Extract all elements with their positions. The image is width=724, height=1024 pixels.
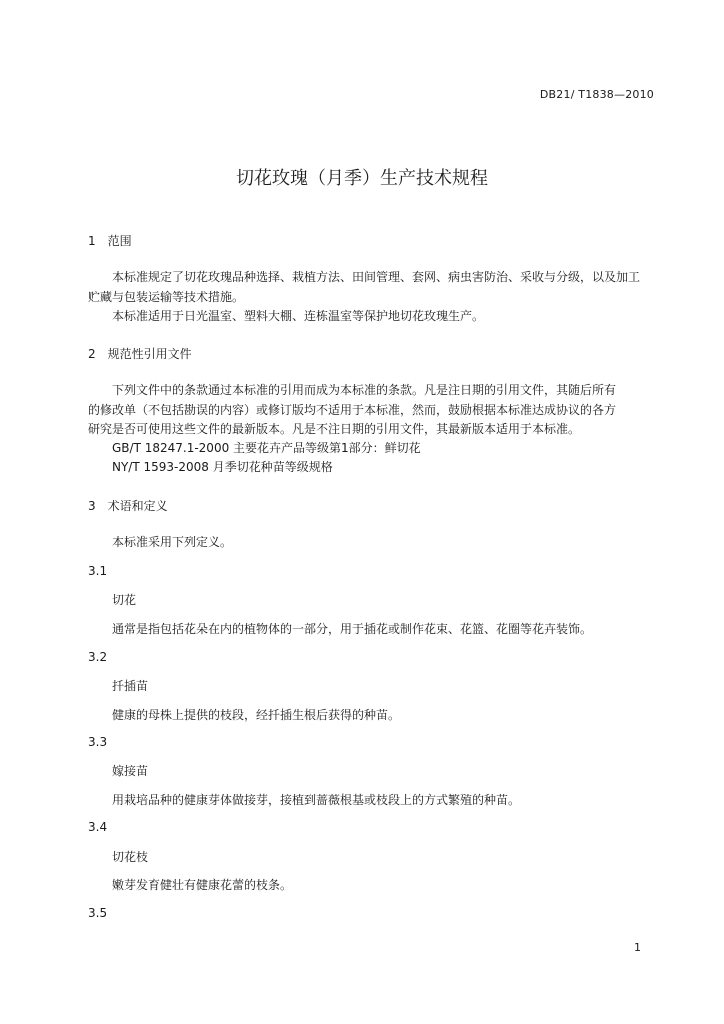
- section-2-paragraph-line-2: 的修改单（不包括勘误的内容）或修订版均不适用于本标准，然而，鼓励根据本标准达成协议的各方: [88, 403, 617, 417]
- term-name: 嫁接苗: [112, 764, 149, 778]
- term-number: 3.1: [88, 564, 108, 578]
- term-definition: 用栽培品种的健康芽体做接芽，接植到蔷薇根基或枝段上的方式繁殖的种苗。: [112, 793, 521, 807]
- section-1-heading: 1 范围: [88, 234, 132, 248]
- term-name: 切花: [112, 593, 137, 607]
- term-name: 切花枝: [112, 850, 149, 864]
- reference-item: NY/T 1593-2008 月季切花种苗等级规格: [112, 460, 333, 474]
- section-2-heading: 2 规范性引用文件: [88, 347, 192, 361]
- section-2-paragraph-line-3: 研究是否可使用这些文件的最新版本。凡是不注日期的引用文件，其最新版本适用于本标准。: [88, 422, 581, 436]
- term-definition: 健康的母株上提供的枝段，经扦插生根后获得的种苗。: [112, 708, 401, 722]
- term-name: 扦插苗: [112, 679, 149, 693]
- document-title: 切花玫瑰（月季）生产技术规程: [236, 168, 488, 189]
- reference-item: GB/T 18247.1-2000 主要花卉产品等级第1部分：鲜切花: [112, 441, 421, 455]
- section-1-paragraph-1-line-2: 贮藏与包装运输等技术措施。: [88, 290, 245, 304]
- term-definition: 通常是指包括花朵在内的植物体的一部分，用于插花或制作花束、花篮、花圈等花卉装饰。: [112, 622, 593, 636]
- term-definition: 嫩芽发育健壮有健康花蕾的枝条。: [112, 878, 293, 892]
- term-number: 3.5: [88, 906, 108, 920]
- standard-code: DB21/ T1838—2010: [539, 88, 654, 101]
- section-3-intro: 本标准采用下列定义。: [112, 535, 233, 549]
- term-number: 3.4: [88, 820, 108, 834]
- term-number: 3.3: [88, 735, 108, 749]
- section-2-paragraph-line-1: 下列文件中的条款通过本标准的引用而成为本标准的条款。凡是注日期的引用文件，其随后所有: [112, 383, 617, 397]
- section-1-paragraph-1-line-1: 本标准规定了切花玫瑰品种选择、栽植方法、田间管理、套网、病虫害防治、采收与分级，以及加工: [112, 270, 641, 284]
- term-number: 3.2: [88, 650, 108, 664]
- section-3-heading: 3 术语和定义: [88, 499, 168, 513]
- section-1-paragraph-2: 本标准适用于日光温室、塑料大棚、连栋温室等保护地切花玫瑰生产。: [112, 309, 485, 323]
- page-number: 1: [634, 941, 641, 954]
